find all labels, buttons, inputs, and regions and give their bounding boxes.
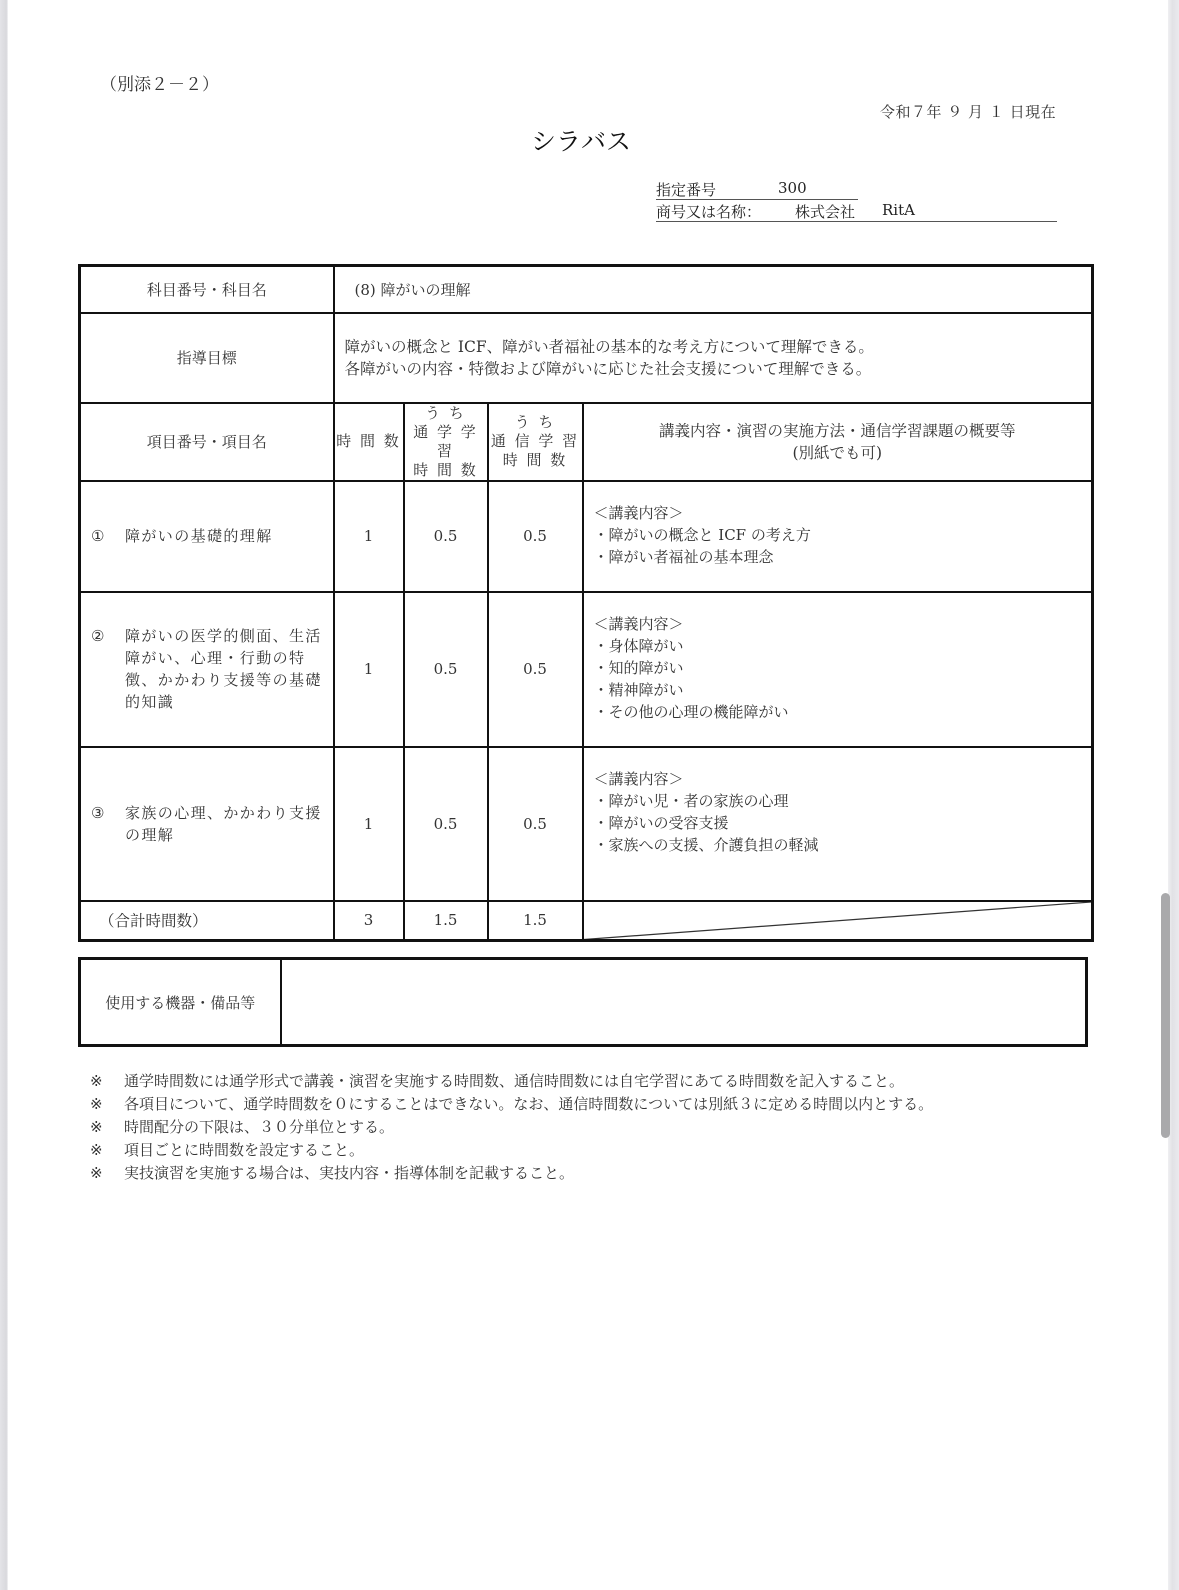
total-correspondence: 1.5 [488, 901, 583, 941]
attachment-label: （別添２－２） [100, 75, 219, 95]
correspondence-value: 0.5 [488, 747, 583, 901]
company-type: 株式会社 [795, 203, 856, 221]
scrollbar-thumb[interactable] [1161, 893, 1170, 1138]
commute-value: 0.5 [404, 592, 488, 747]
content-line: ・障がい者福祉の基本理念 [593, 547, 774, 566]
content-line: ・精神障がい [593, 680, 684, 699]
header-row [80, 403, 1093, 481]
content-cell [583, 592, 1093, 747]
note-text: 項目ごとに時間数を設定すること。 [124, 1141, 365, 1159]
note-text: 通学時間数には通学形式で講義・演習を実施する時間数、通信時間数には自宅学習にあてる時間数を記入すること。 [124, 1072, 905, 1090]
note-item [90, 1139, 933, 1162]
content-cell [583, 747, 1093, 901]
note-mark: ※ [90, 1164, 103, 1182]
header-hours: 時 間 数 [334, 403, 404, 481]
header-item: 項目番号・項目名 [80, 403, 334, 481]
note-mark: ※ [90, 1072, 103, 1090]
item-number: ③ [91, 803, 105, 822]
total-row [80, 901, 1093, 941]
note-item [90, 1162, 933, 1185]
equipment-value [281, 959, 1087, 1046]
designation-number-line [656, 179, 858, 200]
note-item [90, 1116, 933, 1139]
diagonal-line [584, 902, 1092, 940]
company-name: RitA [882, 201, 915, 219]
company-label: 商号又は名称： [656, 203, 762, 221]
total-hours: 3 [334, 901, 404, 941]
header-commute-line: う ち [425, 403, 466, 422]
table-row [80, 747, 1093, 901]
note-text: 実技演習を実施する場合は、実技内容・指導体制を記載すること。 [124, 1164, 575, 1182]
designation-label: 指定番号 [656, 181, 717, 199]
header-correspondence [488, 403, 583, 481]
content-line: ・身体障がい [593, 636, 684, 655]
content-line: ＜講義内容＞ [593, 614, 684, 633]
note-text: 時間配分の下限は、３０分単位とする。 [124, 1118, 395, 1136]
note-text: 各項目について、通学時間数を０にすることはできない。なお、通信時間数については別紙３に定める時間以内とする。 [124, 1095, 934, 1113]
goal-line: 障がいの概念と ICF、障がい者福祉の基本的な考え方について理解できる。 [344, 337, 874, 356]
subject-label: 科目番号・科目名 [80, 266, 334, 313]
content-line: ・その他の心理の機能障がい [593, 702, 789, 721]
syllabus-table [78, 264, 1094, 942]
item-cell [80, 747, 334, 901]
total-label: （合計時間数） [80, 901, 334, 941]
item-name: 家族の心理、かかわり支援の理解 [125, 803, 322, 844]
note-mark: ※ [90, 1141, 103, 1159]
correspondence-value: 0.5 [488, 481, 583, 592]
subject-row [80, 266, 1093, 313]
content-line: ・家族への支援、介護負担の軽減 [593, 835, 819, 854]
hours-value: 1 [334, 747, 404, 901]
commute-value: 0.5 [404, 747, 488, 901]
item-number: ① [91, 527, 105, 545]
company-name-line [656, 201, 1057, 222]
content-line: ・障がいの概念と ICF の考え方 [593, 525, 811, 544]
item-name: 障がいの基礎的理解 [125, 527, 273, 545]
header-content [583, 403, 1093, 481]
header-commute [404, 403, 488, 481]
table-row [80, 592, 1093, 747]
content-line: ・障がい児・者の家族の心理 [593, 791, 789, 810]
designation-number: 300 [778, 179, 807, 197]
viewer-scroll-track[interactable] [1168, 0, 1179, 1590]
item-cell [80, 592, 334, 747]
goal-text [334, 313, 1093, 403]
header-correspondence-line: 時 間 数 [502, 451, 568, 469]
hours-value: 1 [334, 592, 404, 747]
goal-line: 各障がいの内容・特徴および障がいに応じた社会支援について理解できる。 [344, 359, 872, 378]
content-cell [583, 481, 1093, 592]
note-mark: ※ [90, 1118, 103, 1136]
header-correspondence-line: う ち [514, 413, 556, 431]
goal-label: 指導目標 [80, 313, 334, 403]
content-line: ＜講義内容＞ [593, 769, 684, 788]
header-content-line: (別紙でも可) [792, 443, 883, 462]
notes [90, 1070, 933, 1185]
note-item [90, 1070, 933, 1093]
goal-row [80, 313, 1093, 403]
content-line: ・障がいの受容支援 [593, 813, 729, 832]
subject-value: (8) 障がいの理解 [334, 266, 1093, 313]
item-number: ② [91, 627, 105, 645]
total-content-empty [583, 901, 1093, 941]
header-commute-line: 通 学 学 習 [413, 422, 478, 460]
equipment-label: 使用する機器・備品等 [80, 959, 281, 1046]
item-cell [80, 481, 334, 592]
note-item [90, 1093, 933, 1116]
commute-value: 0.5 [404, 481, 488, 592]
header-content-line: 講義内容・演習の実施方法・通信学習課題の概要等 [659, 421, 1016, 440]
total-commute: 1.5 [404, 901, 488, 941]
header-commute-line: 時 間 数 [413, 460, 478, 479]
correspondence-value: 0.5 [488, 592, 583, 747]
page-title: シラバス [530, 127, 631, 156]
note-mark: ※ [90, 1095, 103, 1113]
table-row [80, 481, 1093, 592]
hours-value: 1 [334, 481, 404, 592]
equipment-table [78, 957, 1088, 1047]
content-line: ＜講義内容＞ [593, 503, 684, 522]
document-date: 令和７年 ９ 月 １ 日現在 [880, 103, 1057, 121]
content-line: ・知的障がい [593, 658, 684, 677]
header-correspondence-line: 通 信 学 習 [490, 432, 580, 450]
viewer-left-edge [0, 0, 8, 1590]
item-name: 障がいの医学的側面、生活障がい、心理・行動の特徴、かかわり支援等の基礎的知識 [125, 627, 322, 711]
